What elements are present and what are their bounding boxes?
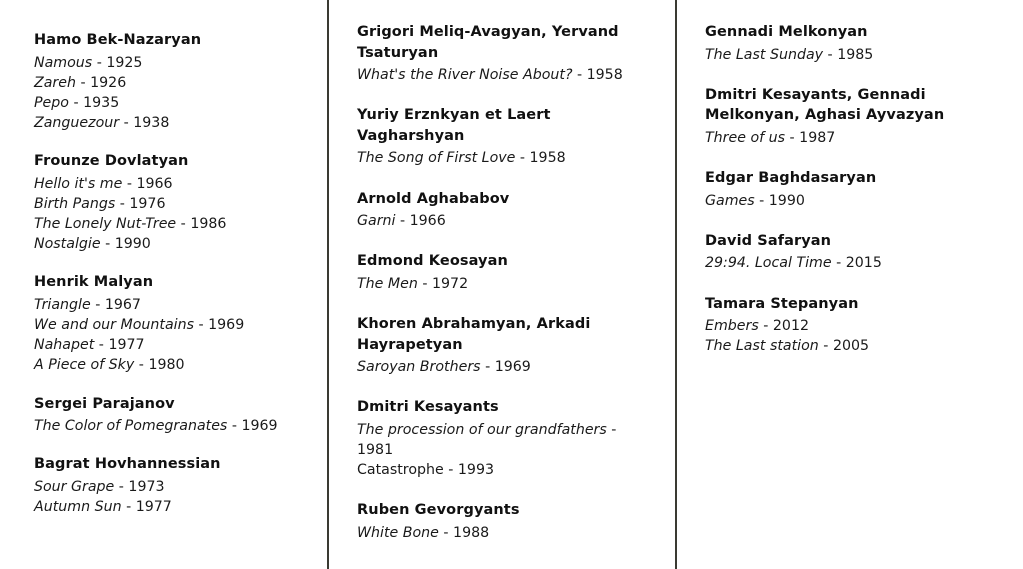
film-year: 1935 <box>83 94 120 111</box>
film-separator: - <box>75 74 91 91</box>
director-name: Ruben Gevorgyants <box>357 502 520 519</box>
director-entry <box>357 22 655 85</box>
film-title: What's the River Noise About? <box>357 67 573 84</box>
director-entry <box>357 500 655 543</box>
film-title: The Last station <box>705 338 819 355</box>
film-year: 1966 <box>409 213 446 230</box>
director-entry <box>705 231 1003 274</box>
director-entry <box>34 30 309 133</box>
director-name: Bagrat Hovhannessian <box>34 456 221 473</box>
film-title: 29:94. Local Time <box>705 255 832 272</box>
film-title: The Song of First Love <box>357 150 516 167</box>
film-entry <box>34 355 309 375</box>
film-title: Birth Pangs <box>34 195 116 212</box>
director-name: Gennadi Melkonyan <box>705 24 868 40</box>
film-title: Catastrophe <box>357 462 444 479</box>
film-separator: - <box>115 195 130 212</box>
film-separator: - <box>606 421 617 438</box>
film-separator: - <box>785 129 800 146</box>
film-separator: - <box>417 275 432 292</box>
director-name: Henrik Malyan <box>34 274 154 291</box>
film-separator: - <box>515 150 530 167</box>
film-separator: - <box>134 357 149 374</box>
film-entry <box>34 416 309 436</box>
film-separator: - <box>90 296 105 313</box>
film-title: Namous <box>34 54 93 71</box>
film-entry <box>705 253 1003 273</box>
film-entry <box>705 128 1003 148</box>
film-year: 1988 <box>453 525 490 542</box>
director-name: Hamo Bek-Nazaryan <box>34 32 202 48</box>
film-title: Sour Grape <box>34 478 115 495</box>
film-year: 1990 <box>114 236 151 253</box>
director-entry <box>34 454 309 517</box>
film-separator: - <box>572 67 587 84</box>
film-entry <box>34 335 309 355</box>
film-title: Hello it's me <box>34 175 123 192</box>
film-separator: - <box>831 255 846 272</box>
film-title: Embers <box>705 318 759 335</box>
film-title: Pepo <box>34 94 69 111</box>
film-year: 1990 <box>768 192 805 209</box>
film-year: 1977 <box>135 499 172 516</box>
film-entry <box>705 191 1003 211</box>
film-title: Zareh <box>34 74 76 91</box>
film-separator: - <box>119 115 134 132</box>
film-year: 1987 <box>799 129 836 146</box>
film-entry <box>357 148 655 168</box>
film-title: The Last Sunday <box>705 46 824 63</box>
film-entry <box>357 420 655 460</box>
film-year: 1972 <box>432 275 469 292</box>
film-entry <box>34 73 309 93</box>
director-entry <box>34 151 309 254</box>
film-year: 1969 <box>494 359 531 376</box>
film-title: Autumn Sun <box>34 499 122 516</box>
director-entry <box>705 85 1003 148</box>
director-name: Edmond Keosayan <box>357 253 508 270</box>
film-separator: - <box>68 94 84 111</box>
film-separator: - <box>193 317 209 334</box>
director-name: Arnold Aghababov <box>357 190 510 207</box>
film-separator: - <box>438 525 454 542</box>
film-year: 1958 <box>529 150 566 167</box>
film-entry <box>34 295 309 315</box>
film-entry <box>34 113 309 133</box>
film-title: A Piece of Sky <box>34 357 135 374</box>
film-entry <box>357 274 655 294</box>
film-separator: - <box>114 478 129 495</box>
film-entry <box>34 174 309 194</box>
director-name: Edgar Baghdasaryan <box>705 170 877 187</box>
film-year: 2015 <box>845 255 882 272</box>
film-entry <box>34 234 309 254</box>
director-name: David Safaryan <box>705 232 832 249</box>
film-title: White Bone <box>357 525 439 542</box>
film-entry <box>357 211 655 231</box>
film-separator: - <box>100 236 115 253</box>
director-name: Dmitri Kesayants <box>357 399 499 416</box>
director-entry <box>357 105 655 168</box>
film-year: 1926 <box>90 74 127 91</box>
filmography-column-2 <box>327 0 675 569</box>
film-title: The Men <box>357 275 418 292</box>
film-entry <box>705 336 1003 356</box>
film-year: 1981 <box>357 442 394 459</box>
film-title: Games <box>705 192 755 209</box>
film-separator: - <box>823 46 838 63</box>
film-separator: - <box>758 318 773 335</box>
film-year: 1938 <box>133 115 170 132</box>
film-title: The Color of Pomegranates <box>34 418 228 435</box>
film-title: Three of us <box>705 129 786 146</box>
film-entry <box>34 214 309 234</box>
director-name: Grigori Meliq-Avagyan, Yervand Tsaturyan <box>357 24 619 61</box>
director-name: Tamara Stepanyan <box>705 295 859 312</box>
film-year: 1980 <box>148 357 185 374</box>
film-entry <box>34 194 309 214</box>
director-entry <box>705 22 1003 65</box>
filmography-column-1 <box>0 0 327 569</box>
director-name: Sergei Parajanov <box>34 395 175 412</box>
film-separator: - <box>227 418 242 435</box>
film-separator: - <box>176 216 191 233</box>
film-separator: - <box>480 359 495 376</box>
film-year: 1993 <box>457 462 494 479</box>
film-separator: - <box>818 338 833 355</box>
film-title: Saroyan Brothers <box>357 359 481 376</box>
film-entry <box>34 497 309 517</box>
film-entry <box>34 315 309 335</box>
film-entry <box>34 93 309 113</box>
film-entry <box>34 477 309 497</box>
film-title: Nostalgie <box>34 236 101 253</box>
film-year: 2005 <box>832 338 870 355</box>
film-year: 1967 <box>104 296 141 313</box>
film-separator: - <box>121 499 136 516</box>
film-separator: - <box>443 462 458 479</box>
film-year: 1976 <box>129 195 166 212</box>
film-separator: - <box>94 337 109 354</box>
director-entry <box>357 397 655 480</box>
film-title: The Lonely Nut-Tree <box>34 216 177 233</box>
director-name: Dmitri Kesayants, Gennadi Melkonyan, Aghasi Ayvazyan <box>705 86 945 124</box>
film-year: 1977 <box>108 337 145 354</box>
film-entry <box>357 65 655 85</box>
director-entry <box>705 168 1003 211</box>
film-entry <box>357 357 655 377</box>
director-entry <box>34 394 309 437</box>
film-year: 1958 <box>586 67 623 84</box>
film-title: Triangle <box>34 296 91 313</box>
film-year: 1985 <box>837 46 874 63</box>
director-name: Frounze Dovlatyan <box>34 153 189 170</box>
film-entry <box>705 316 1003 336</box>
film-year: 2012 <box>772 318 809 335</box>
director-entry <box>705 294 1003 357</box>
film-title: We and our Mountains <box>34 317 194 334</box>
film-title: Zanguezour <box>34 115 120 132</box>
film-title: The procession of our grandfathers <box>357 421 607 438</box>
director-entry <box>357 251 655 294</box>
film-title: Garni <box>357 213 396 230</box>
film-entry <box>705 45 1003 65</box>
film-separator: - <box>92 54 107 71</box>
director-name: Yuriy Erznkyan et Laert Vagharshyan <box>357 107 551 144</box>
film-entry <box>357 460 655 480</box>
film-year: 1925 <box>106 54 143 71</box>
film-year: 1973 <box>128 478 165 495</box>
director-entry <box>357 189 655 232</box>
director-entry <box>34 272 309 375</box>
film-entry <box>357 523 655 543</box>
film-year: 1969 <box>241 418 278 435</box>
film-entry <box>34 53 309 73</box>
film-separator: - <box>754 192 769 209</box>
director-name: Khoren Abrahamyan, Arkadi Hayrapetyan <box>357 316 591 353</box>
film-separator: - <box>395 213 410 230</box>
film-title: Nahapet <box>34 337 95 354</box>
film-year: 1986 <box>190 216 227 233</box>
director-entry <box>357 314 655 377</box>
filmography-column-3 <box>675 0 1023 569</box>
film-year: 1969 <box>208 317 245 334</box>
film-separator: - <box>122 175 137 192</box>
film-year: 1966 <box>136 175 173 192</box>
